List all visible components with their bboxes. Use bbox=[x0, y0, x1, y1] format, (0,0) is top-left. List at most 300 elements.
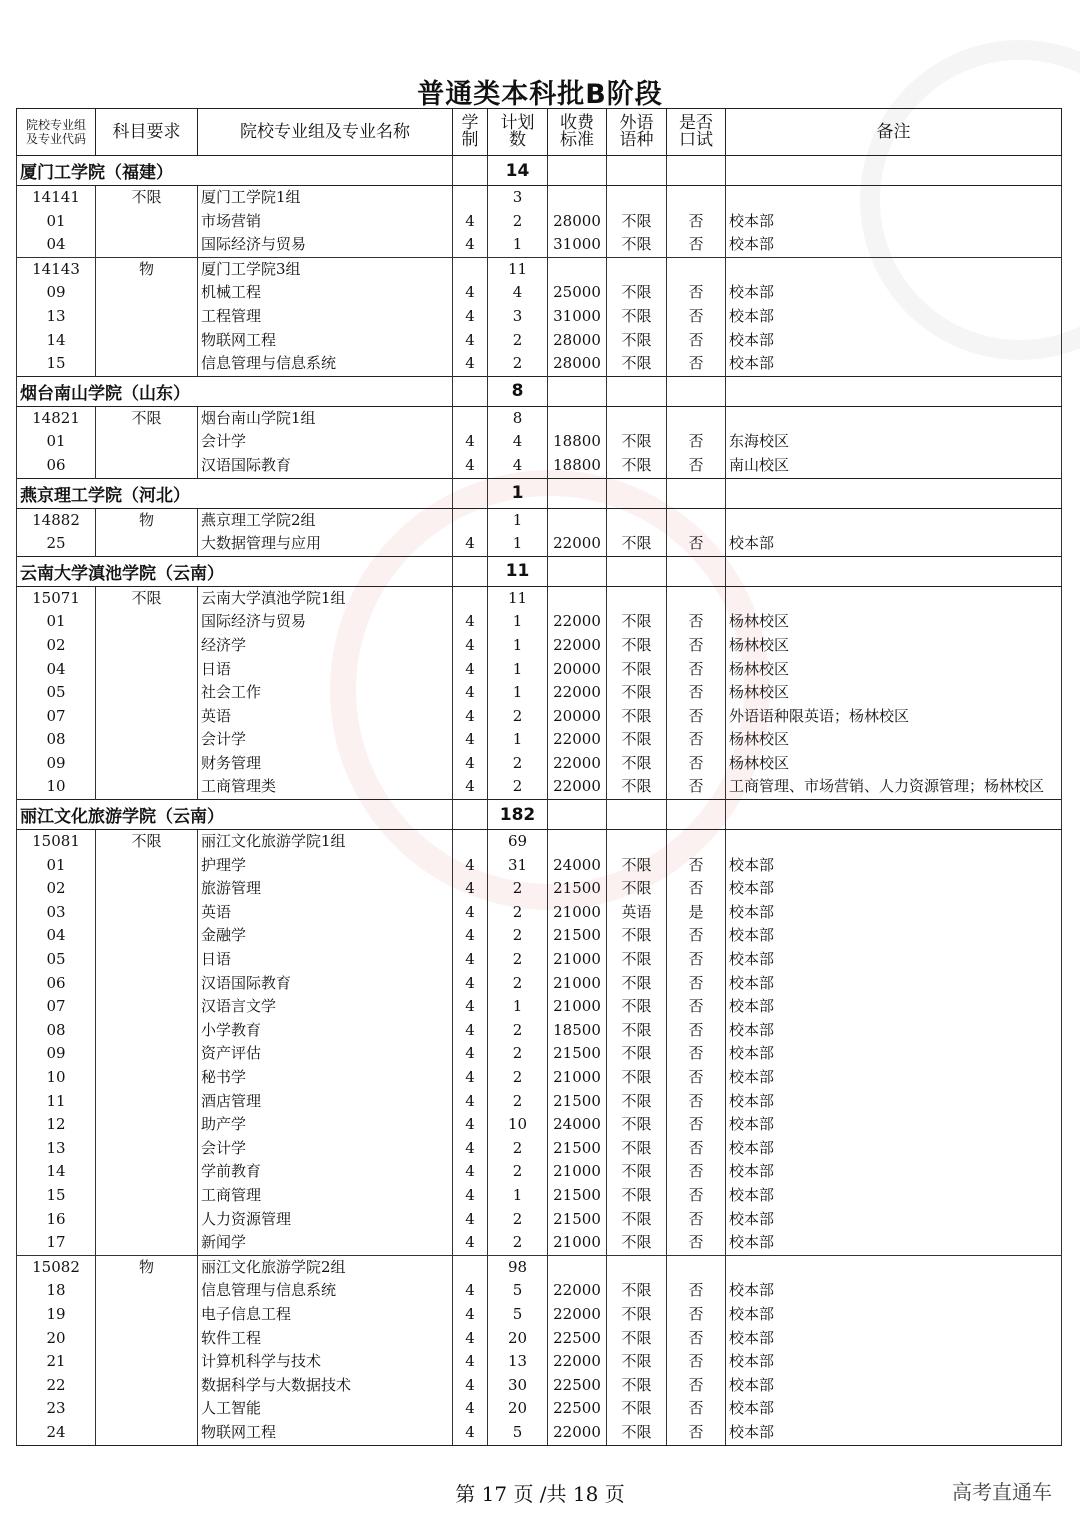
header-years: 学 制 bbox=[453, 109, 488, 156]
major-years: 4 bbox=[453, 1066, 488, 1090]
group-code: 14143 bbox=[17, 257, 96, 281]
major-fee: 22000 bbox=[548, 1421, 607, 1445]
empty-cell bbox=[96, 430, 198, 454]
empty-cell bbox=[667, 830, 726, 854]
major-plan: 2 bbox=[488, 1042, 548, 1066]
major-code: 05 bbox=[17, 681, 96, 705]
group-name: 厦门工学院1组 bbox=[198, 186, 453, 210]
major-row bbox=[17, 1374, 1062, 1398]
major-fee: 21500 bbox=[548, 1042, 607, 1066]
major-language: 不限 bbox=[607, 1397, 667, 1421]
major-note: 杨林校区 bbox=[726, 658, 1062, 682]
major-name: 英语 bbox=[198, 901, 453, 925]
empty-cell bbox=[667, 508, 726, 532]
major-plan: 2 bbox=[488, 1019, 548, 1043]
page-number: 第 17 页 /共 18 页 bbox=[455, 1482, 625, 1506]
empty-cell bbox=[726, 508, 1062, 532]
major-name: 信息管理与信息系统 bbox=[198, 1279, 453, 1303]
major-row bbox=[17, 854, 1062, 878]
major-row bbox=[17, 1397, 1062, 1421]
major-plan: 4 bbox=[488, 454, 548, 478]
major-language: 不限 bbox=[607, 1113, 667, 1137]
major-code: 11 bbox=[17, 1090, 96, 1114]
major-language: 不限 bbox=[607, 1350, 667, 1374]
major-note: 校本部 bbox=[726, 1397, 1062, 1421]
major-note: 杨林校区 bbox=[726, 752, 1062, 776]
major-oral: 否 bbox=[667, 352, 726, 376]
major-plan: 4 bbox=[488, 430, 548, 454]
school-row bbox=[17, 376, 1062, 406]
major-language: 不限 bbox=[607, 634, 667, 658]
major-years: 4 bbox=[453, 1042, 488, 1066]
major-name: 电子信息工程 bbox=[198, 1303, 453, 1327]
major-fee: 22500 bbox=[548, 1374, 607, 1398]
major-row bbox=[17, 281, 1062, 305]
major-plan: 1 bbox=[488, 995, 548, 1019]
group-name: 丽江文化旅游学院1组 bbox=[198, 830, 453, 854]
major-code: 17 bbox=[17, 1231, 96, 1255]
empty-cell bbox=[548, 830, 607, 854]
major-oral: 否 bbox=[667, 924, 726, 948]
school-total-plan: 14 bbox=[488, 156, 548, 186]
major-code: 14 bbox=[17, 329, 96, 353]
empty-cell bbox=[453, 830, 488, 854]
major-oral: 否 bbox=[667, 877, 726, 901]
major-oral: 否 bbox=[667, 1303, 726, 1327]
header-subject: 科目要求 bbox=[96, 109, 198, 156]
major-row bbox=[17, 877, 1062, 901]
major-plan: 2 bbox=[488, 210, 548, 234]
major-plan: 20 bbox=[488, 1327, 548, 1351]
major-row bbox=[17, 1137, 1062, 1161]
major-code: 18 bbox=[17, 1279, 96, 1303]
major-name: 信息管理与信息系统 bbox=[198, 352, 453, 376]
major-plan: 4 bbox=[488, 281, 548, 305]
major-name: 英语 bbox=[198, 705, 453, 729]
major-name: 学前教育 bbox=[198, 1160, 453, 1184]
major-note: 工商管理、市场营销、人力资源管理；杨林校区 bbox=[726, 775, 1062, 799]
subject-requirement: 物 bbox=[96, 1255, 198, 1279]
major-years: 4 bbox=[453, 972, 488, 996]
major-row bbox=[17, 1042, 1062, 1066]
major-oral: 否 bbox=[667, 1090, 726, 1114]
group-name: 丽江文化旅游学院2组 bbox=[198, 1255, 453, 1279]
major-oral: 否 bbox=[667, 454, 726, 478]
major-name: 经济学 bbox=[198, 634, 453, 658]
major-years: 4 bbox=[453, 752, 488, 776]
major-years: 4 bbox=[453, 877, 488, 901]
empty-cell bbox=[726, 1255, 1062, 1279]
major-oral: 否 bbox=[667, 281, 726, 305]
page-title: 普通类本科批B阶段 bbox=[417, 79, 663, 110]
major-code: 03 bbox=[17, 901, 96, 925]
major-fee: 18800 bbox=[548, 454, 607, 478]
major-oral: 否 bbox=[667, 532, 726, 556]
major-plan: 5 bbox=[488, 1303, 548, 1327]
school-total-plan: 11 bbox=[488, 556, 548, 586]
major-code: 08 bbox=[17, 728, 96, 752]
major-oral: 否 bbox=[667, 1374, 726, 1398]
major-language: 不限 bbox=[607, 681, 667, 705]
major-row bbox=[17, 1350, 1062, 1374]
major-row bbox=[17, 728, 1062, 752]
major-name: 金融学 bbox=[198, 924, 453, 948]
major-code: 15 bbox=[17, 1184, 96, 1208]
subject-requirement: 不限 bbox=[96, 186, 198, 210]
major-name: 工商管理类 bbox=[198, 775, 453, 799]
empty-cell bbox=[96, 658, 198, 682]
empty-cell bbox=[96, 995, 198, 1019]
major-code: 19 bbox=[17, 1303, 96, 1327]
major-years: 4 bbox=[453, 532, 488, 556]
major-plan: 13 bbox=[488, 1350, 548, 1374]
major-plan: 1 bbox=[488, 1184, 548, 1208]
major-years: 4 bbox=[453, 430, 488, 454]
group-code: 15082 bbox=[17, 1255, 96, 1279]
major-years: 4 bbox=[453, 681, 488, 705]
major-note: 校本部 bbox=[726, 233, 1062, 257]
empty-cell bbox=[453, 586, 488, 610]
major-row bbox=[17, 329, 1062, 353]
empty-cell bbox=[726, 478, 1062, 508]
major-code: 02 bbox=[17, 634, 96, 658]
major-note: 校本部 bbox=[726, 854, 1062, 878]
empty-cell bbox=[453, 478, 488, 508]
empty-cell bbox=[96, 948, 198, 972]
empty-cell bbox=[453, 376, 488, 406]
major-fee: 21500 bbox=[548, 1208, 607, 1232]
major-code: 10 bbox=[17, 775, 96, 799]
group-plan: 11 bbox=[488, 586, 548, 610]
major-fee: 25000 bbox=[548, 281, 607, 305]
brand-label: 高考直通车 bbox=[952, 1480, 1052, 1504]
empty-cell bbox=[96, 454, 198, 478]
major-years: 4 bbox=[453, 1327, 488, 1351]
major-code: 16 bbox=[17, 1208, 96, 1232]
major-row bbox=[17, 1019, 1062, 1043]
major-row bbox=[17, 948, 1062, 972]
major-oral: 否 bbox=[667, 752, 726, 776]
major-fee: 22000 bbox=[548, 775, 607, 799]
empty-cell bbox=[667, 186, 726, 210]
major-language: 不限 bbox=[607, 924, 667, 948]
group-plan: 8 bbox=[488, 406, 548, 430]
major-oral: 否 bbox=[667, 705, 726, 729]
major-code: 01 bbox=[17, 854, 96, 878]
header-language: 外语 语种 bbox=[607, 109, 667, 156]
major-language: 不限 bbox=[607, 1160, 667, 1184]
major-name: 汉语国际教育 bbox=[198, 454, 453, 478]
major-code: 21 bbox=[17, 1350, 96, 1374]
school-name: 烟台南山学院（山东） bbox=[17, 376, 453, 406]
major-row bbox=[17, 430, 1062, 454]
empty-cell bbox=[607, 586, 667, 610]
major-years: 4 bbox=[453, 1350, 488, 1374]
major-name: 工程管理 bbox=[198, 305, 453, 329]
major-years: 4 bbox=[453, 728, 488, 752]
subject-requirement: 物 bbox=[96, 508, 198, 532]
group-name: 厦门工学院3组 bbox=[198, 257, 453, 281]
group-row bbox=[17, 186, 1062, 210]
major-fee: 24000 bbox=[548, 1113, 607, 1137]
major-oral: 否 bbox=[667, 634, 726, 658]
major-oral: 否 bbox=[667, 233, 726, 257]
major-note: 校本部 bbox=[726, 210, 1062, 234]
empty-cell bbox=[96, 233, 198, 257]
major-language: 不限 bbox=[607, 1327, 667, 1351]
major-years: 4 bbox=[453, 1279, 488, 1303]
major-note: 校本部 bbox=[726, 924, 1062, 948]
admission-plan-table bbox=[16, 108, 1062, 1446]
major-language: 不限 bbox=[607, 972, 667, 996]
empty-cell bbox=[726, 257, 1062, 281]
major-note: 校本部 bbox=[726, 1303, 1062, 1327]
major-years: 4 bbox=[453, 1397, 488, 1421]
empty-cell bbox=[548, 556, 607, 586]
empty-cell bbox=[548, 508, 607, 532]
major-note: 校本部 bbox=[726, 995, 1062, 1019]
major-row bbox=[17, 1421, 1062, 1445]
major-note: 校本部 bbox=[726, 1327, 1062, 1351]
group-code: 15071 bbox=[17, 586, 96, 610]
major-oral: 否 bbox=[667, 305, 726, 329]
major-note: 校本部 bbox=[726, 1042, 1062, 1066]
empty-cell bbox=[96, 1350, 198, 1374]
empty-cell bbox=[726, 800, 1062, 830]
empty-cell bbox=[96, 305, 198, 329]
major-note: 校本部 bbox=[726, 281, 1062, 305]
empty-cell bbox=[667, 376, 726, 406]
major-note: 校本部 bbox=[726, 948, 1062, 972]
major-oral: 否 bbox=[667, 658, 726, 682]
major-years: 4 bbox=[453, 1231, 488, 1255]
empty-cell bbox=[96, 775, 198, 799]
major-plan: 2 bbox=[488, 352, 548, 376]
empty-cell bbox=[667, 257, 726, 281]
major-code: 15 bbox=[17, 352, 96, 376]
major-years: 4 bbox=[453, 1090, 488, 1114]
major-years: 4 bbox=[453, 705, 488, 729]
major-code: 07 bbox=[17, 705, 96, 729]
major-code: 04 bbox=[17, 658, 96, 682]
empty-cell bbox=[96, 1019, 198, 1043]
empty-cell bbox=[726, 830, 1062, 854]
major-name: 汉语言文学 bbox=[198, 995, 453, 1019]
header-oral: 是否 口试 bbox=[667, 109, 726, 156]
major-row bbox=[17, 210, 1062, 234]
major-years: 4 bbox=[453, 1421, 488, 1445]
major-fee: 22500 bbox=[548, 1397, 607, 1421]
major-oral: 否 bbox=[667, 995, 726, 1019]
major-fee: 31000 bbox=[548, 305, 607, 329]
major-language: 不限 bbox=[607, 705, 667, 729]
major-row bbox=[17, 1231, 1062, 1255]
group-row bbox=[17, 830, 1062, 854]
major-name: 小学教育 bbox=[198, 1019, 453, 1043]
empty-cell bbox=[453, 156, 488, 186]
empty-cell bbox=[726, 556, 1062, 586]
major-row bbox=[17, 634, 1062, 658]
empty-cell bbox=[548, 186, 607, 210]
empty-cell bbox=[726, 156, 1062, 186]
empty-cell bbox=[96, 877, 198, 901]
major-fee: 22500 bbox=[548, 1327, 607, 1351]
major-fee: 21500 bbox=[548, 924, 607, 948]
major-row bbox=[17, 305, 1062, 329]
major-row bbox=[17, 233, 1062, 257]
major-code: 25 bbox=[17, 532, 96, 556]
major-row bbox=[17, 1184, 1062, 1208]
major-years: 4 bbox=[453, 1374, 488, 1398]
major-plan: 2 bbox=[488, 877, 548, 901]
major-name: 人力资源管理 bbox=[198, 1208, 453, 1232]
major-oral: 否 bbox=[667, 1421, 726, 1445]
major-years: 4 bbox=[453, 924, 488, 948]
empty-cell bbox=[667, 800, 726, 830]
empty-cell bbox=[607, 830, 667, 854]
empty-cell bbox=[607, 376, 667, 406]
major-plan: 2 bbox=[488, 752, 548, 776]
subject-requirement: 物 bbox=[96, 257, 198, 281]
major-note: 校本部 bbox=[726, 352, 1062, 376]
empty-cell bbox=[96, 352, 198, 376]
table-header-row bbox=[17, 109, 1062, 156]
major-note: 校本部 bbox=[726, 1160, 1062, 1184]
major-plan: 1 bbox=[488, 233, 548, 257]
subject-requirement: 不限 bbox=[96, 586, 198, 610]
group-row bbox=[17, 586, 1062, 610]
major-row bbox=[17, 1090, 1062, 1114]
empty-cell bbox=[667, 406, 726, 430]
empty-cell bbox=[96, 705, 198, 729]
major-years: 4 bbox=[453, 658, 488, 682]
major-plan: 31 bbox=[488, 854, 548, 878]
major-plan: 20 bbox=[488, 1397, 548, 1421]
major-fee: 22000 bbox=[548, 681, 607, 705]
major-years: 4 bbox=[453, 854, 488, 878]
major-fee: 22000 bbox=[548, 610, 607, 634]
major-fee: 28000 bbox=[548, 329, 607, 353]
major-years: 4 bbox=[453, 352, 488, 376]
header-plan: 计划 数 bbox=[488, 109, 548, 156]
major-oral: 否 bbox=[667, 1066, 726, 1090]
empty-cell bbox=[96, 210, 198, 234]
major-note: 外语语种限英语；杨林校区 bbox=[726, 705, 1062, 729]
major-language: 不限 bbox=[607, 1374, 667, 1398]
major-plan: 1 bbox=[488, 634, 548, 658]
major-name: 财务管理 bbox=[198, 752, 453, 776]
empty-cell bbox=[607, 478, 667, 508]
major-row bbox=[17, 752, 1062, 776]
group-name: 烟台南山学院1组 bbox=[198, 406, 453, 430]
major-plan: 1 bbox=[488, 728, 548, 752]
major-row bbox=[17, 658, 1062, 682]
major-row bbox=[17, 454, 1062, 478]
group-name: 燕京理工学院2组 bbox=[198, 508, 453, 532]
major-fee: 21000 bbox=[548, 1160, 607, 1184]
major-note: 杨林校区 bbox=[726, 728, 1062, 752]
empty-cell bbox=[96, 1208, 198, 1232]
major-name: 数据科学与大数据技术 bbox=[198, 1374, 453, 1398]
major-fee: 21500 bbox=[548, 1090, 607, 1114]
major-row bbox=[17, 1303, 1062, 1327]
major-oral: 否 bbox=[667, 1137, 726, 1161]
major-note: 东海校区 bbox=[726, 430, 1062, 454]
major-note: 杨林校区 bbox=[726, 610, 1062, 634]
major-note: 校本部 bbox=[726, 532, 1062, 556]
major-note: 校本部 bbox=[726, 1421, 1062, 1445]
major-fee: 21000 bbox=[548, 1231, 607, 1255]
empty-cell bbox=[548, 800, 607, 830]
major-language: 不限 bbox=[607, 352, 667, 376]
empty-cell bbox=[453, 257, 488, 281]
empty-cell bbox=[453, 556, 488, 586]
major-years: 4 bbox=[453, 1137, 488, 1161]
major-oral: 否 bbox=[667, 681, 726, 705]
empty-cell bbox=[96, 1113, 198, 1137]
empty-cell bbox=[96, 329, 198, 353]
major-note: 校本部 bbox=[726, 1231, 1062, 1255]
empty-cell bbox=[96, 610, 198, 634]
major-note: 校本部 bbox=[726, 1090, 1062, 1114]
major-fee: 28000 bbox=[548, 210, 607, 234]
empty-cell bbox=[453, 1255, 488, 1279]
school-row bbox=[17, 156, 1062, 186]
empty-cell bbox=[607, 508, 667, 532]
major-note: 校本部 bbox=[726, 1350, 1062, 1374]
empty-cell bbox=[548, 156, 607, 186]
empty-cell bbox=[453, 186, 488, 210]
empty-cell bbox=[667, 556, 726, 586]
major-language: 不限 bbox=[607, 281, 667, 305]
major-name: 会计学 bbox=[198, 430, 453, 454]
major-note: 校本部 bbox=[726, 1019, 1062, 1043]
major-code: 01 bbox=[17, 430, 96, 454]
major-language: 不限 bbox=[607, 1421, 667, 1445]
major-name: 物联网工程 bbox=[198, 1421, 453, 1445]
major-note: 南山校区 bbox=[726, 454, 1062, 478]
major-code: 24 bbox=[17, 1421, 96, 1445]
major-code: 23 bbox=[17, 1397, 96, 1421]
major-oral: 否 bbox=[667, 1160, 726, 1184]
group-plan: 98 bbox=[488, 1255, 548, 1279]
major-years: 4 bbox=[453, 901, 488, 925]
empty-cell bbox=[96, 681, 198, 705]
major-plan: 2 bbox=[488, 329, 548, 353]
major-fee: 22000 bbox=[548, 634, 607, 658]
empty-cell bbox=[548, 257, 607, 281]
major-language: 不限 bbox=[607, 329, 667, 353]
major-code: 13 bbox=[17, 1137, 96, 1161]
major-name: 机械工程 bbox=[198, 281, 453, 305]
major-plan: 10 bbox=[488, 1113, 548, 1137]
header-name: 院校专业组及专业名称 bbox=[198, 109, 453, 156]
empty-cell bbox=[726, 186, 1062, 210]
school-row bbox=[17, 478, 1062, 508]
major-oral: 是 bbox=[667, 901, 726, 925]
major-fee: 22000 bbox=[548, 1279, 607, 1303]
major-years: 4 bbox=[453, 1303, 488, 1327]
major-row bbox=[17, 1279, 1062, 1303]
major-years: 4 bbox=[453, 1208, 488, 1232]
empty-cell bbox=[96, 1231, 198, 1255]
major-fee: 18500 bbox=[548, 1019, 607, 1043]
major-name: 会计学 bbox=[198, 728, 453, 752]
major-language: 不限 bbox=[607, 1279, 667, 1303]
major-code: 10 bbox=[17, 1066, 96, 1090]
major-fee: 31000 bbox=[548, 233, 607, 257]
major-plan: 2 bbox=[488, 775, 548, 799]
